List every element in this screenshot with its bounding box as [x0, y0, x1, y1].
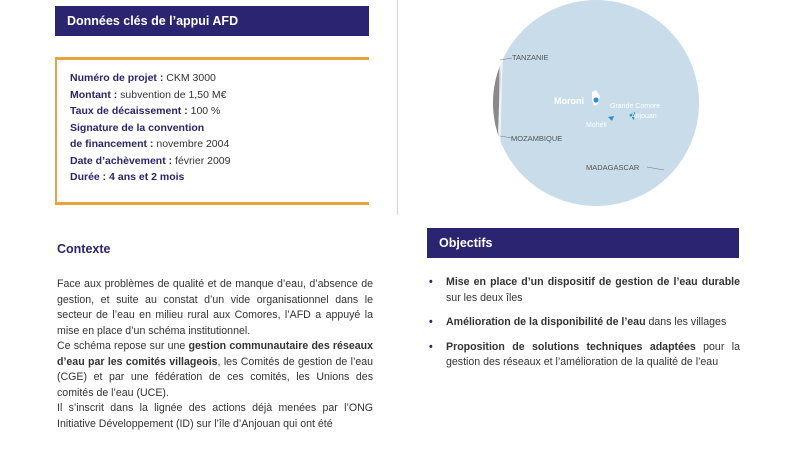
- context-paragraph-3: Il s’inscrit dans la lignée des actions déjà menées par l’ONG Initiative Développement (ID) sur l’île d’Anjouan qui ont été: [57, 402, 373, 430]
- context-paragraph-1: Face aux problèmes de qualité et de manque d’eau, d’absence de gestion, et suite au constat d’un vide organisationnel dans le secteur de l’eau en milieu rural aux Comores, l’AFD a appuyé la mise en place d’un schéma institutionnel.: [57, 278, 373, 337]
- label-moroni: Moroni: [554, 96, 584, 106]
- column-divider: [397, 0, 398, 215]
- key-row-completion: Date d’achèvement : février 2009: [70, 154, 231, 167]
- key-row-duration: Durée : 4 ans et 2 mois: [70, 171, 185, 183]
- objective-item: • Amélioration de la disponibilité de l’eau dans les villages: [427, 315, 740, 331]
- objectives-list: [427, 275, 740, 380]
- key-data-list: [70, 70, 231, 186]
- key-row-disbursement: Taux de décaissement : 100 %: [70, 105, 221, 117]
- madagascar-shape: [691, 140, 706, 215]
- objectives-title: Objectifs: [427, 228, 739, 258]
- objective-item: • Mise en place d’un dispositif de gestion de l’eau durable sur les deux îles: [427, 275, 740, 306]
- label-anjouan: Anjouan: [631, 113, 657, 120]
- moroni-marker: [593, 97, 598, 102]
- label-grande-comore: Grande Comore: [610, 103, 661, 110]
- context-body: [57, 277, 373, 432]
- context-heading: Contexte: [57, 242, 111, 256]
- key-row-amount: Montant : subvention de 1,50 M€: [70, 88, 227, 101]
- key-row-signature-1: Signature de la convention: [70, 121, 205, 134]
- location-map: [486, 0, 706, 215]
- bottom-rule: [55, 202, 369, 205]
- key-row-project: Numéro de projet : CKM 3000: [70, 72, 216, 84]
- key-data-title: Données clés de l’appui AFD: [55, 6, 369, 36]
- context-paragraph-2: Ce schéma repose sur une gestion communautaire des réseaux d’eau par les comités villageois, les Comités de gestion de l’eau (CGE) et par une fédération de ces comités, les Unions des comités de l’eau (UCE).: [57, 340, 373, 399]
- label-moheli: Mohéli: [586, 122, 607, 129]
- label-mozambique: MOZAMBIQUE: [511, 134, 563, 143]
- key-row-signature-2: de financement : novembre 2004: [70, 138, 230, 150]
- label-madagascar: MADAGASCAR: [586, 163, 640, 172]
- objective-item: • Proposition de solutions techniques adaptées pour la gestion des réseaux et l’amélioration de la qualité de l’eau: [427, 340, 740, 371]
- label-tanzanie: TANZANIE: [512, 53, 549, 62]
